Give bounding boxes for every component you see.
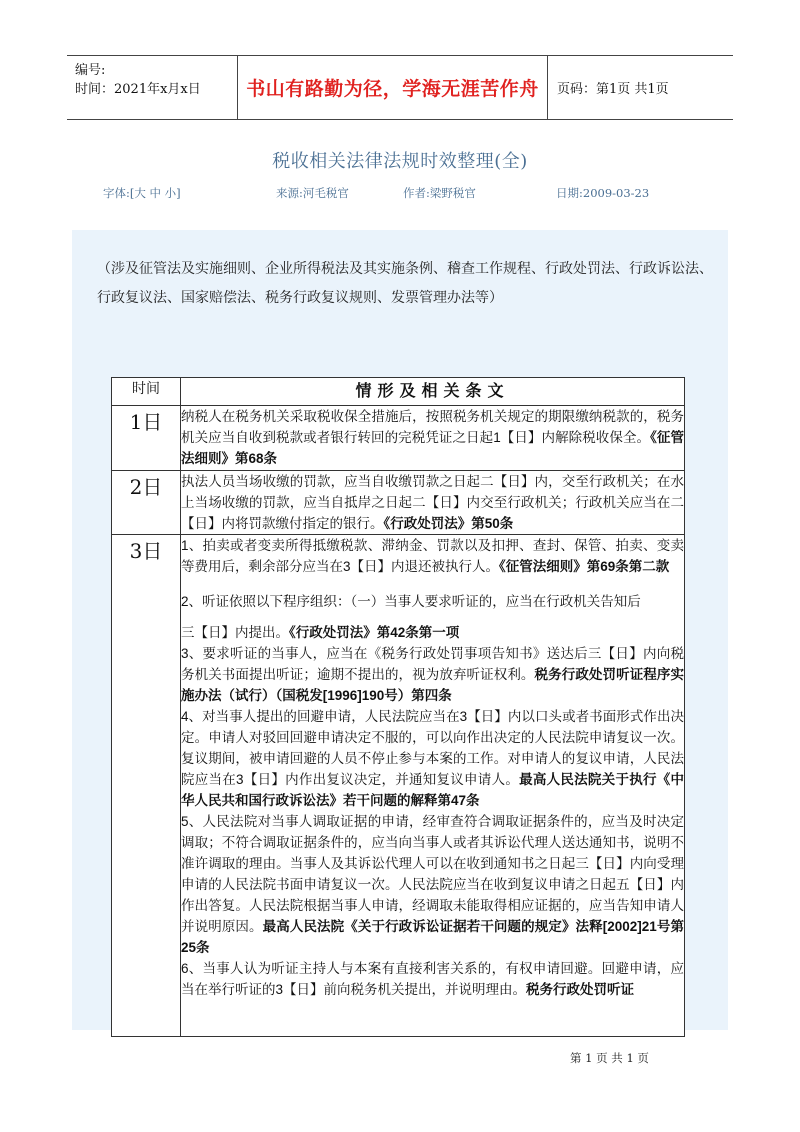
day-cell: 2日 xyxy=(112,471,181,535)
intro-paragraph: （涉及征管法及实施细则、企业所得税法及其实施条例、稽查工作规程、行政处罚法、行政诉讼法、行政复议法、国家赔偿法、税务行政复议规则、发票管理办法等） xyxy=(97,261,713,306)
clause-paragraph: 执法人员当场收缴的罚款，应当自收缴罚款之日起二【日】内，交至行政机关；在水上当场收缴的罚款，应当自抵岸之日起二【日】内交至行政机关；行政机关应当在二【日】内将罚款缴付指定的银行。《行政处罚法》第50条 xyxy=(181,474,684,531)
author-label: 作者:梁野税官 xyxy=(403,186,476,200)
day-cell: 1日 xyxy=(112,406,181,471)
clause-paragraph: 6、当事人认为听证主持人与本案有直接利害关系的，有权申请回避。回避申请，应当在举行听证的3【日】前向税务机关提出，并说明理由。税务行政处罚听证 xyxy=(181,961,684,997)
clause-paragraph: 5、人民法院对当事人调取证据的申请，经审查符合调取证据条件的，应当及时决定调取；不符合调取证据条件的，应当向当事人或者其诉讼代理人送达通知书，说明不准许调取的理由。当事人及其诉讼代理人可以在收到通知书之日起三【日】内向受理申请的人民法院书面申请复议一次。人民法院应当在收到复议申请之日起五【日】内作出答复。人民法院根据当事人申请，经调取未能取得相应证据的，应当告知申请人并说明原因。最高人民法院《关于行政诉讼证据若干问题的规定》法释[2002]21号第25条 xyxy=(181,814,685,955)
source-label: 来源:河毛税官 xyxy=(276,186,349,200)
time-label: 时间：2021年x月x日 xyxy=(75,82,201,97)
content-cell xyxy=(181,406,685,471)
page-info: 页码：第1页 共1页 xyxy=(557,82,669,97)
time-limit-table xyxy=(111,377,685,1037)
clause-paragraph: 三【日】内提出。《行政处罚法》第42条第一项 xyxy=(181,625,460,640)
page-footer: 第 1 页 共 1 页 xyxy=(570,1051,649,1065)
clause-paragraph: 4、对当事人提出的回避申请，人民法院应当在3【日】内以口头或者书面形式作出决定。申请人对驳回回避申请决定不服的，可以向作出决定的人民法院申请复议一次。复议期间，被申请回避的人员不停止参与本案的工作。对申请人的复议申请，人民法院应当在3【日】内作出复议决定，并通知复议申请人。最高人民法院关于执行《中华人民共和国行政诉讼法》若干问题的解释第47条 xyxy=(181,709,684,808)
table-header-row xyxy=(112,378,685,406)
clause-paragraph: 3、要求听证的当事人，应当在《税务行政处罚事项告知书》送达后三【日】内向税务机关书面提出听证；逾期不提出的，视为放弃听证权利。税务行政处罚听证程序实施办法（试行）（国税发[1996]190号）第四条 xyxy=(181,646,685,703)
header-content: 情形及相关条文 xyxy=(181,378,685,406)
table-row xyxy=(112,471,685,535)
header-motto: 书山有路勤为径，学海无涯苦作舟 xyxy=(246,78,539,100)
clause-paragraph: 纳税人在税务机关采取税收保全措施后，按照税务机关规定的期限缴纳税款的，税务机关应当自收到税款或者银行转回的完税凭证之日起1【日】内解除税收保全。《征管法细则》第68条 xyxy=(181,409,684,466)
header-left xyxy=(75,61,201,99)
clause-paragraph: 2、听证依照以下程序组织：（一）当事人要求听证的，应当在行政机关告知后 xyxy=(181,594,641,609)
document-header xyxy=(67,55,733,120)
table-row xyxy=(112,406,685,471)
page-title: 税收相关法律法规时效整理(全) xyxy=(272,151,528,172)
day-cell: 3日 xyxy=(112,535,181,1037)
date-label: 日期:2009-03-23 xyxy=(556,186,650,200)
clause-paragraph: 1、拍卖或者变卖所得抵缴税款、滞纳金、罚款以及扣押、查封、保管、拍卖、变卖等费用后，剩余部分应当在3【日】内退还被执行人。《征管法细则》第69条第二款 xyxy=(181,538,684,574)
header-time: 时间 xyxy=(112,378,181,406)
number-label: 编号: xyxy=(75,63,106,78)
header-divider xyxy=(547,56,548,119)
table-row xyxy=(112,535,685,1037)
content-cell xyxy=(181,471,685,535)
content-cell xyxy=(181,535,685,1037)
font-size-selector[interactable]: 字体:[大 中 小] xyxy=(103,186,181,200)
